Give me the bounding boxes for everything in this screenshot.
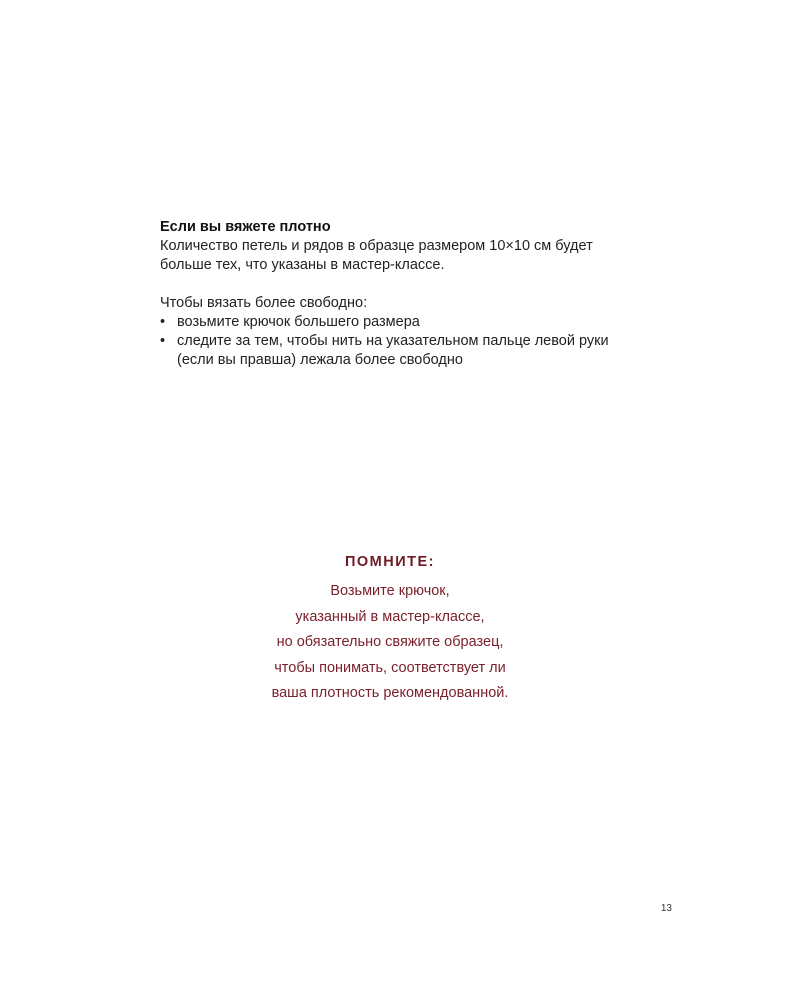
paragraph-2: Чтобы вязать более свободно:	[160, 295, 368, 311]
bullet-marker: •	[160, 314, 166, 330]
paragraph-1-line-2: больше тех, что указаны в мастер-классе.	[160, 257, 445, 273]
callout-line: но обязательно свяжите образец,	[276, 634, 504, 650]
section-heading: Если вы вяжете плотно	[160, 219, 331, 235]
page-number: 13	[660, 903, 672, 914]
list-item-text-line-1: следите за тем, чтобы нить на указательном пальце левой руки	[177, 333, 609, 349]
callout-title: ПОМНИТЕ:	[344, 554, 436, 570]
paragraph-1	[160, 237, 630, 275]
list-item-text-line-2: (если вы правша) лежала более свободно	[177, 352, 463, 368]
paragraph-1-line-1: Количество петель и рядов в образце размером 10×10 см будет	[160, 238, 593, 254]
tips-list	[160, 313, 630, 370]
bullet-marker: •	[160, 333, 166, 349]
list-item	[160, 313, 630, 332]
callout-line: ваша плотность рекомендованной.	[271, 685, 509, 701]
list-item	[160, 332, 630, 370]
remember-callout	[200, 552, 580, 707]
callout-line: указанный в мастер-классе,	[295, 608, 485, 625]
tight-knitting-section	[160, 218, 630, 370]
callout-line: чтобы понимать, соответствует ли	[274, 659, 506, 676]
callout-line: Возьмите крючок,	[330, 583, 450, 599]
list-item-text: возьмите крючок большего размера	[177, 314, 420, 330]
